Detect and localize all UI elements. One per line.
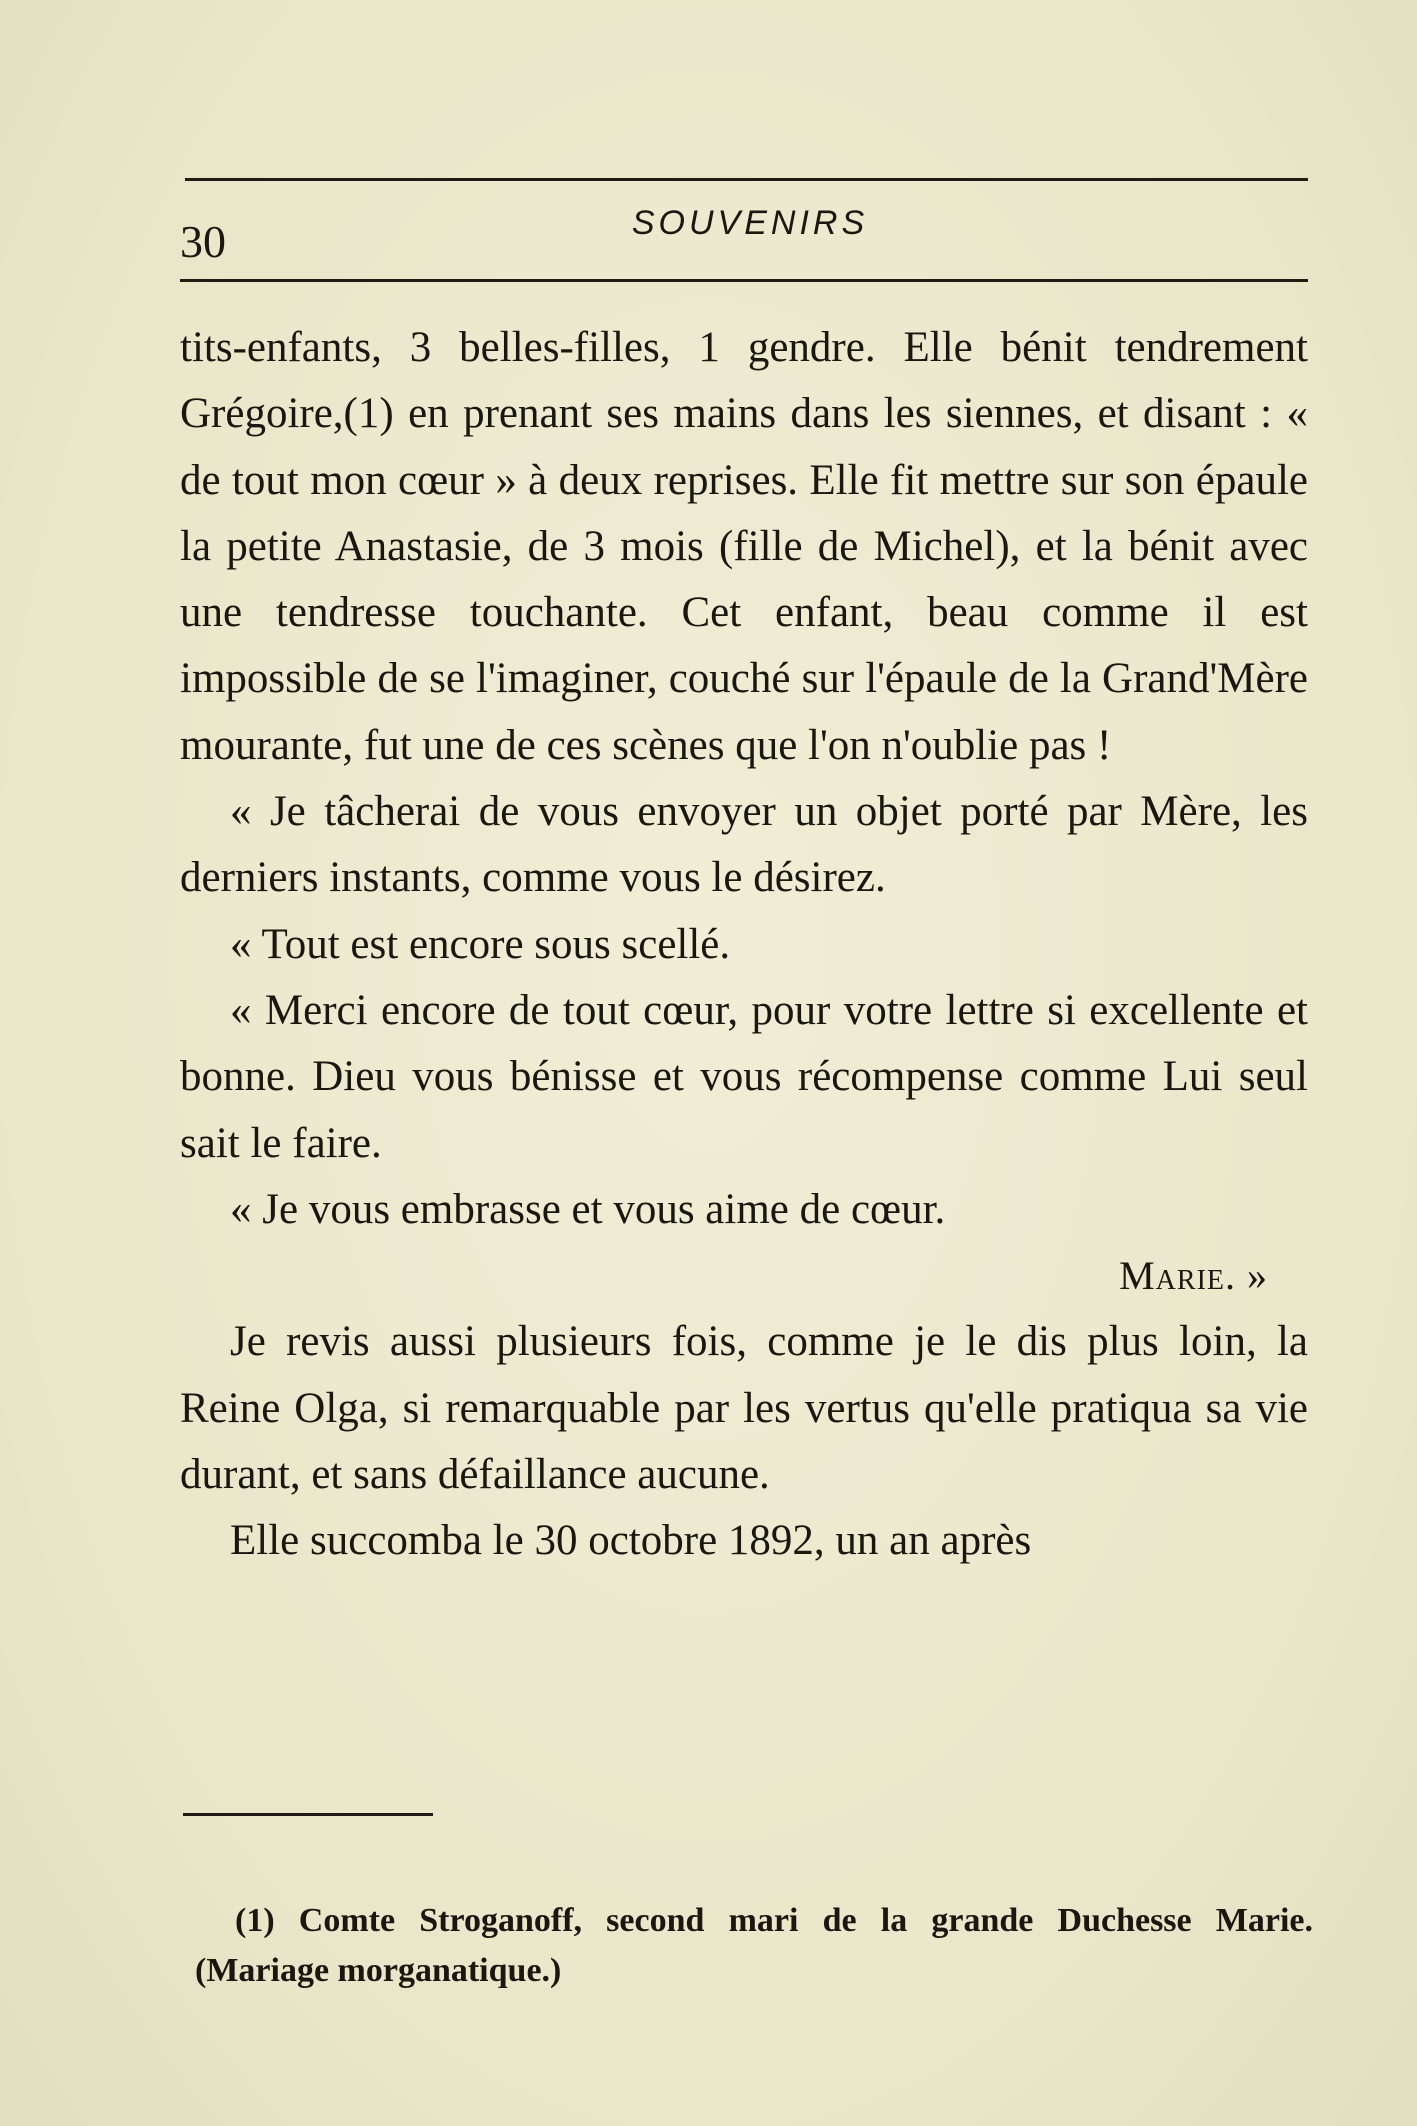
paragraph-3: « Tout est encore sous scellé. xyxy=(230,920,731,968)
header-rule-bottom xyxy=(180,279,1308,282)
paragraph-4: « Merci encore de tout cœur, pour votre lettre si excellente et bonne. Dieu vous bénisse et vous récompense comme Lui seul sait le faire. xyxy=(180,986,1308,1167)
page-number: 30 xyxy=(180,216,226,267)
paragraph-1: tits-enfants, 3 belles-filles, 1 gendre. Elle bénit tendrement Grégoire,(1) en prenant ses mains dans les siennes, et disant : « de tout mon cœur » à deux reprises. Elle fit mettre sur son épaule la petite Anastasie, de 3 mois (fille de Michel), et la bénit avec une tendresse touchante. Cet enfant, beau comme il est impossible de se l'imaginer, couché sur l'épaule de la Grand'Mère mourante, fut une de ces scènes que l'on n'oublie pas ! xyxy=(180,324,1308,769)
body-text xyxy=(180,315,1308,1575)
running-title: SOUVENIRS xyxy=(631,204,869,242)
paragraph-5: « Je vous embrasse et vous aime de cœur. xyxy=(230,1185,946,1233)
paragraph-2: « Je tâcherai de vous envoyer un objet porté par Mère, les derniers instants, comme vous le désirez. xyxy=(180,788,1308,902)
paragraph-7: Elle succomba le 30 octobre 1892, un an après xyxy=(230,1517,1032,1565)
footnote: (1) Comte Stroganoff, second mari de la grande Duchesse Marie. (Mariage morganatique.) xyxy=(195,1902,1313,1989)
paragraph-6: Je revis aussi plusieurs fois, comme je le dis plus loin, la Reine Olga, si remarquable par les vertus qu'elle pratiqua sa vie durant, et sans défaillance aucune. xyxy=(180,1318,1308,1499)
letter-signature: Marie. » xyxy=(1119,1253,1268,1299)
footnote-rule xyxy=(183,1813,433,1816)
header-rule-top xyxy=(185,178,1308,181)
